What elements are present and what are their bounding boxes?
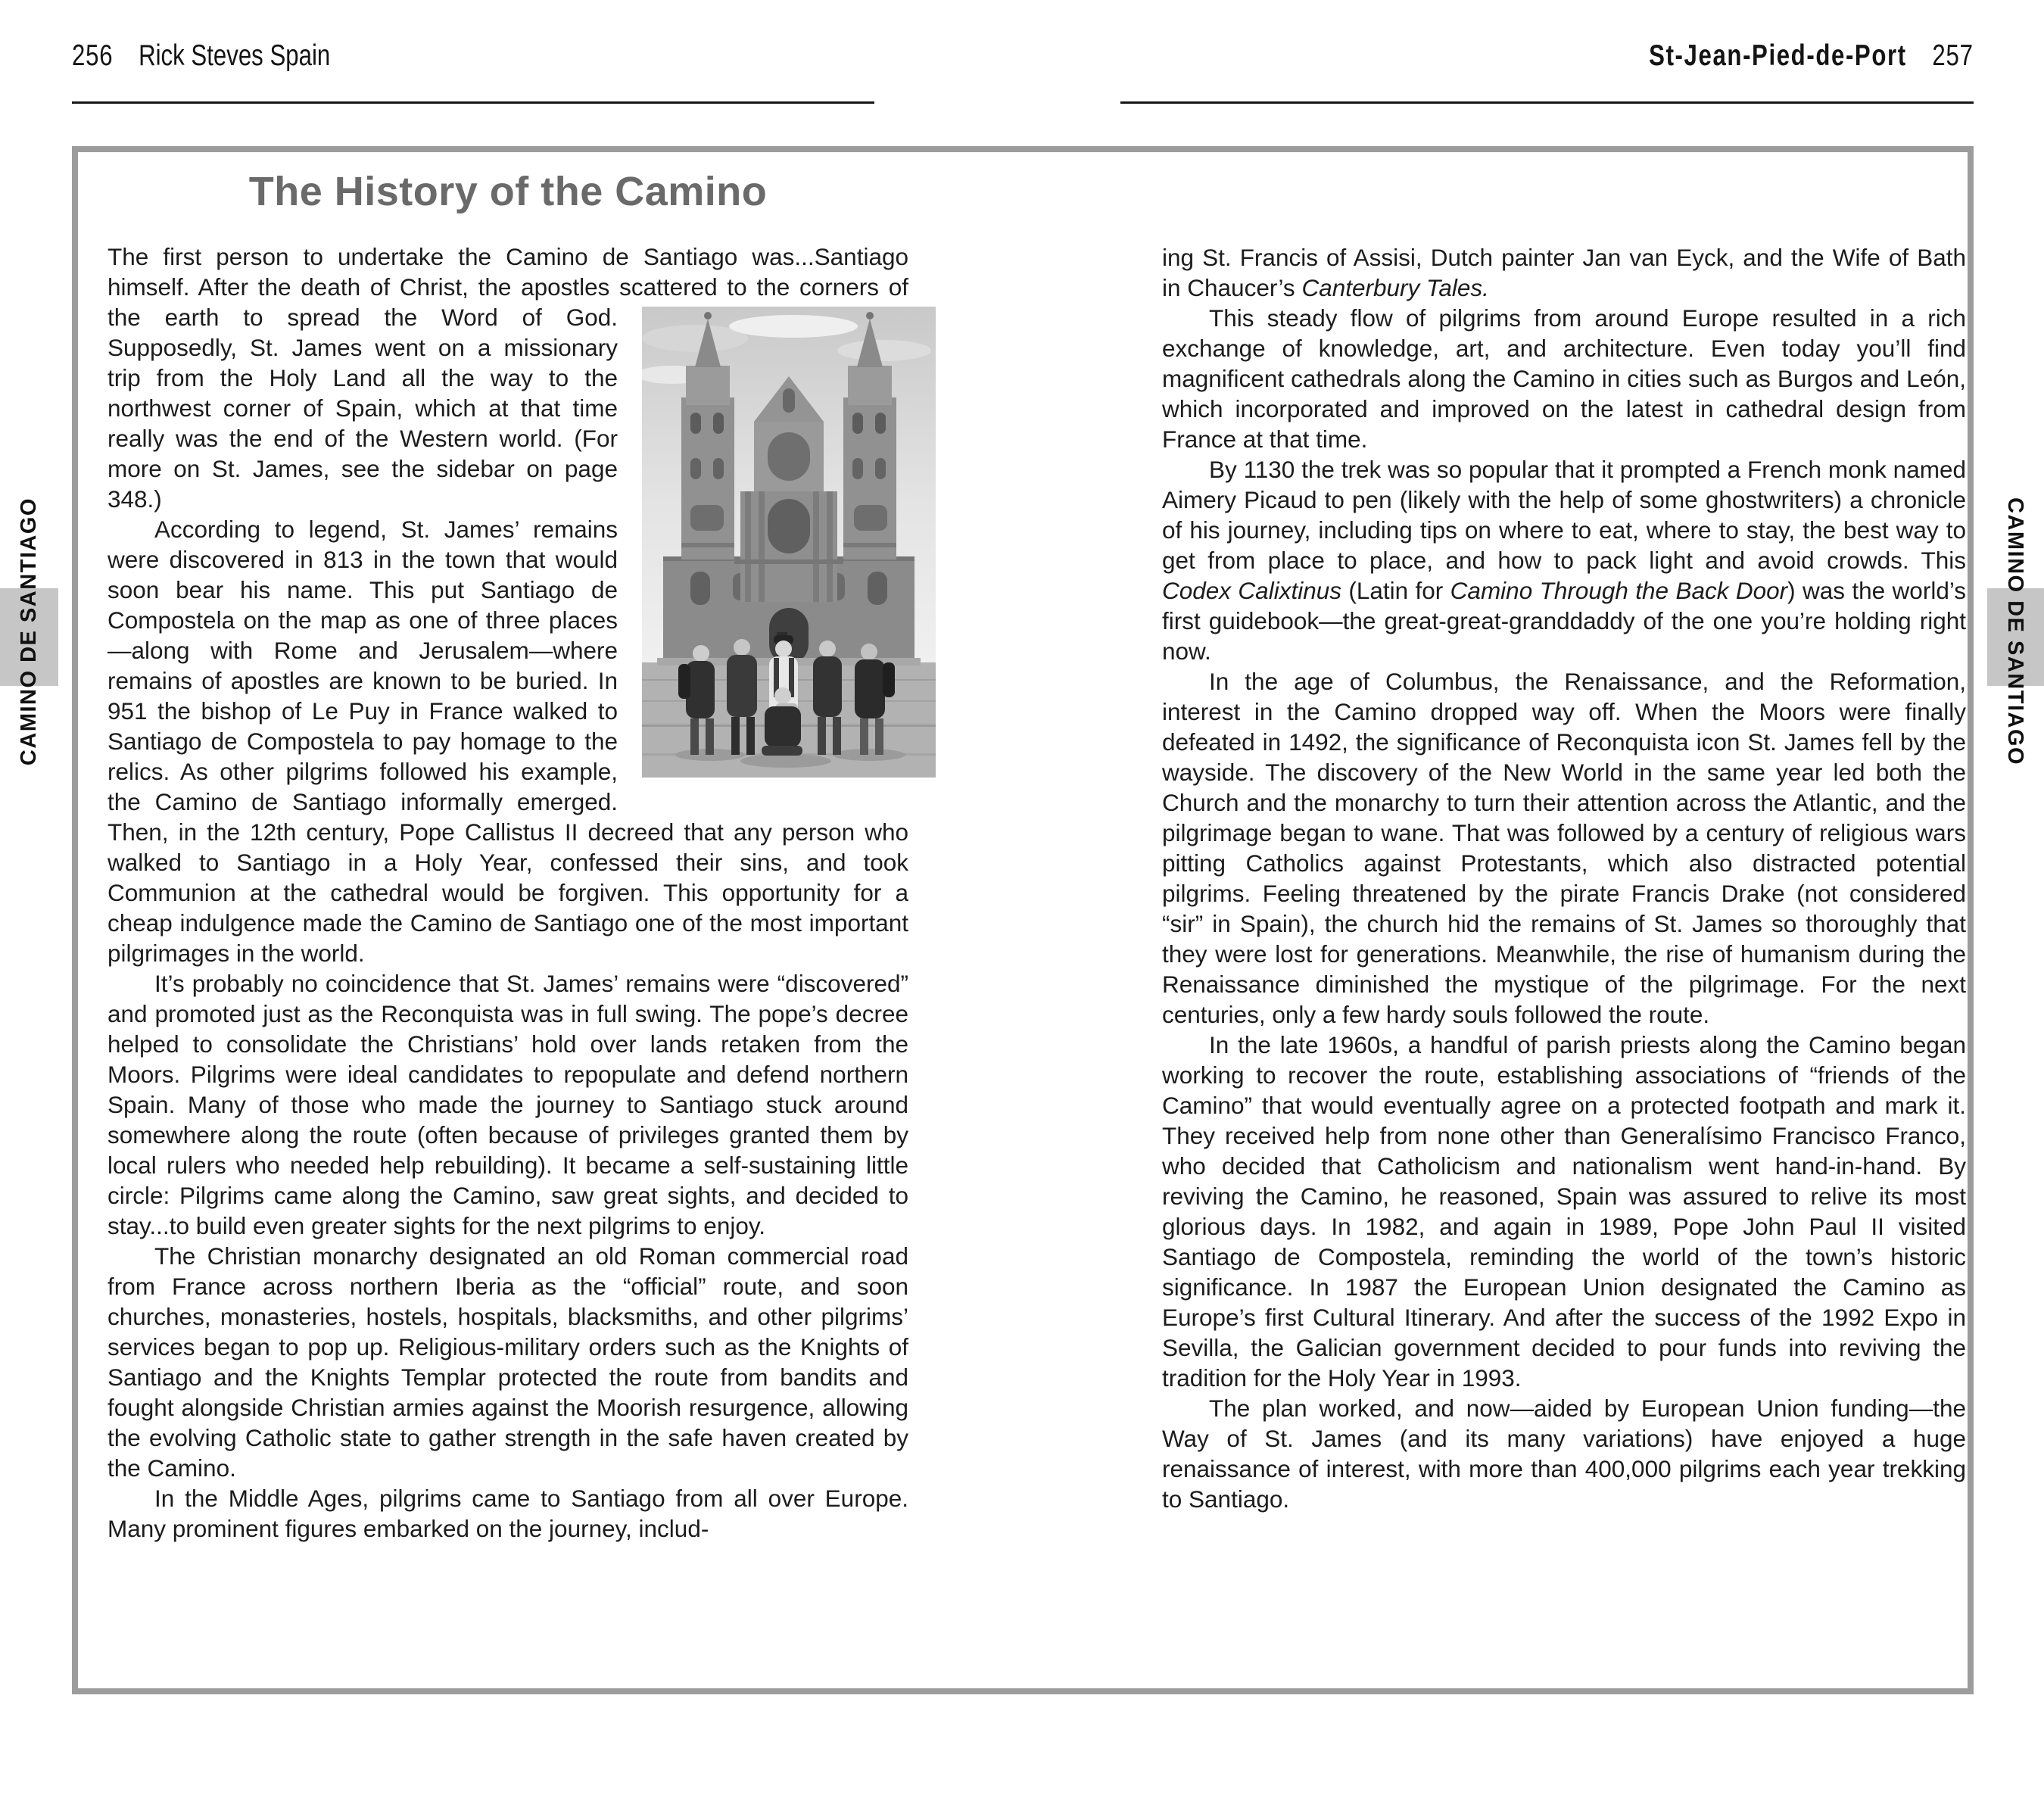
- sidebar-box: [72, 146, 1974, 1694]
- header-rule-left: [72, 101, 874, 104]
- paragraph: The first person to undertake the Camino de Santiago was...Santiago himself. After the death of Christ, the apostles scattered to the corners of the earth to spread the Word of God. Supposedly, St. James went on a missionary trip from the Holy Land all the way to the northwest corner of Spain, which at that time really was the end of the Western world. (For more on St. James, see the sidebar on page 348.): [107, 242, 908, 514]
- book-title: Rick Steves Spain: [139, 39, 331, 72]
- cathedral-photo: [642, 307, 936, 778]
- paragraph: According to legend, St. James’ remains were discovered in 813 in the town that would soon bear his name. This put Santiago de Compostela on the map as one of three places—along with Rome and Jerusalem—where remains of apostles are known to be buried. In 951 the bishop of Le Puy in France walked to Santiago de Compostela to pay homage to the relics. As other pilgrims followed his example, the Camino de Santiago informally emerged. Then, in the 12th century, Pope Callistus II decreed that any person who walked to Santiago in a Holy Year, confessed their sins, and took Communion at the cathedral would be forgiven. This opportunity for a cheap indulgence made the Camino de Santiago one of the most important pilgrimages in the world.: [107, 516, 908, 967]
- side-tab-left-label: [0, 497, 58, 766]
- paragraph: In the age of Columbus, the Renaissance, and the Reformation, interest in the Camino dropped way off. When the Moors were finally defeated in 1492, the significance of Reconquista icon St. James fell by the wayside. The discovery of the New World in the same year led both the Church and the monarchy to turn their attention across the Atlantic, and the pilgrimage began to wane. That was followed by a century of religious wars pitting Catholics against Protestants, which also distracted potential pilgrims. Feeling threatened by the pirate Francis Drake (not considered “sir” in Spain), the church hid the remains of St. James so thoroughly that they were lost for generations. Meanwhile, the rise of humanism during the Renaissance diminished the mystique of the pilgrimage. For the next centuries, only a few hardy souls followed the route.: [1162, 668, 1966, 1028]
- paragraph: ing St. Francis of Assisi, Dutch painter Jan van Eyck, and the Wife of Bath in Chaucer’s Canterbury Tales.: [1162, 244, 1966, 301]
- running-header-left: [72, 39, 330, 73]
- side-tab-right-text: CAMINO DE SANTIAGO: [2003, 497, 2027, 766]
- paragraph: It’s probably no coincidence that St. James’ remains were “discovered” and promoted just as the Reconquista was in full swing. The pope’s decree helped to consolidate the Christians’ hold over lands retaken from the Moors. Pilgrims were ideal candidates to repopulate and defend northern Spain. Many of those who made the journey to Santiago stuck around somewhere along the route (often because of privileges granted them by local rulers who needed help rebuilding). It became a self-sustaining little circle: Pilgrims came along the Camino, saw great sights, and decided to stay...to build even greater sights for the next pilgrims to enjoy.: [107, 970, 908, 1239]
- left-column: [107, 169, 908, 1544]
- paragraph: In the Middle Ages, pilgrims came to Santiago from all over Europe. Many prominent figures embarked on the journey, includ-: [107, 1485, 908, 1542]
- left-column-text: [107, 242, 908, 1544]
- side-tab-left-text: CAMINO DE SANTIAGO: [17, 497, 41, 766]
- page-number-left: 256: [72, 39, 114, 72]
- article-title: The History of the Camino: [248, 169, 768, 214]
- paragraph: The plan worked, and now—aided by European Union funding—the Way of St. James (and its many variations) have enjoyed a huge renaissance of interest, with more than 400,000 pilgrims each year trekking to Santiago.: [1162, 1395, 1966, 1513]
- paragraph: The Christian monarchy designated an old Roman commercial road from France across northern Iberia as the “official” route, and soon churches, monasteries, hostels, hospitals, blacksmiths, and other pilgrims’ services began to pop up. Religious-military orders such as the Knights of Santiago and the Knights Templar protected the route from bandits and fought alongside Christian armies against the Moorish resurgence, allowing the evolving Catholic state to gather strength in the safe haven created by the Camino.: [107, 1242, 908, 1482]
- paragraph: This steady flow of pilgrims from around Europe resulted in a rich exchange of knowledge, art, and architecture. Even today you’ll find magnificent cathedrals along the Camino in cities such as Burgos and León, which incorporated and improved on the latest in cathedral design from France at that time.: [1162, 304, 1966, 453]
- running-header-right: [1649, 39, 1974, 73]
- side-tab-right-label: [1986, 497, 2044, 766]
- header-rule-right: [1120, 101, 1974, 104]
- paragraph: In the late 1960s, a handful of parish priests along the Camino began working to recover the route, establishing associations of “friends of the Camino” that would eventually agree on a protected footpath and mark it. They received help from none other than Generalísimo Francisco Franco, who decided that Catholicism and nationalism went hand-in-hand. By reviving the Camino, he reasoned, Spain was assured to relive its most glorious days. In 1982, and again in 1989, Pope John Paul II visited Santiago de Compostela, reminding the world of the town’s historic significance. In 1987 the European Union designated the Camino as Europe’s first Cultural Itinerary. And after the success of the 1992 Expo in Sevilla, the Galician government decided to pour funds into reviving the tradition for the Holy Year in 1993.: [1162, 1031, 1966, 1392]
- page-number-right: 257: [1932, 39, 1974, 72]
- right-column-text: [1162, 242, 1966, 1514]
- cathedral-photo-illustration: [642, 307, 936, 778]
- section-title: St-Jean-Pied-de-Port: [1649, 39, 1907, 72]
- paragraph: By 1130 the trek was so popular that it prompted a French monk named Aimery Picaud to pen (likely with the help of some ghostwriters) a chronicle of his journey, including tips on where to eat, where to stay, the best way to get from place to place, and how to pack light and avoid crowds. This Codex Calixtinus (Latin for Camino Through the Back Door) was the world’s first guidebook—the great-great-granddaddy of the one you’re holding right now.: [1162, 456, 1967, 665]
